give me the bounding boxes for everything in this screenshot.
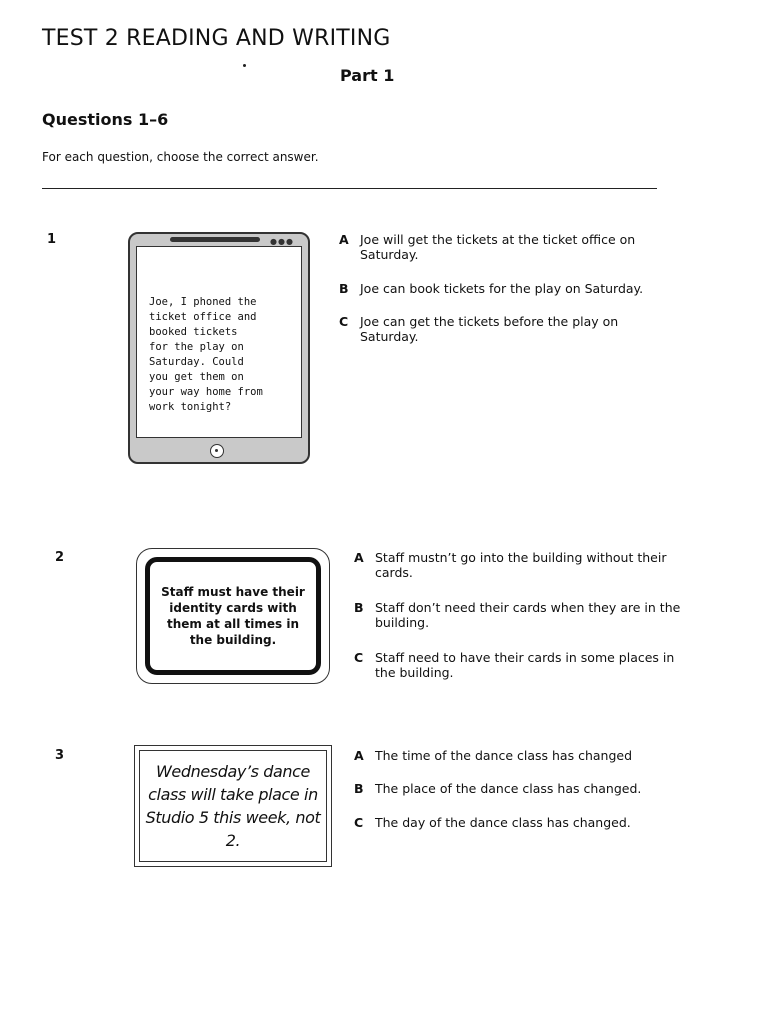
stray-dot <box>243 64 246 67</box>
tablet-illustration <box>128 232 310 464</box>
option-text: Joe will get the tickets at the ticket office on Saturday. <box>360 232 636 262</box>
question-number-1: 1 <box>47 232 57 247</box>
option-letter: C <box>354 650 364 665</box>
option-text: The time of the dance class has changed <box>375 748 633 763</box>
option-letter: C <box>339 314 349 329</box>
option-text: Joe can book tickets for the play on Saturday. <box>360 281 644 296</box>
option-letter: A <box>339 232 349 247</box>
tablet-message: Joe, I phoned the ticket office and booked tickets for the play on Saturday. Could you get them on your way home from work tonight? <box>149 296 263 413</box>
questions-range-heading: Questions 1–6 <box>42 110 169 129</box>
option-text: The day of the dance class has changed. <box>375 815 631 830</box>
identity-card-sign <box>136 548 330 684</box>
option-letter: B <box>354 600 364 615</box>
option-text: The place of the dance class has changed. <box>375 781 642 796</box>
part-heading: Part 1 <box>340 66 395 85</box>
tablet-screen <box>136 246 302 438</box>
option-letter: A <box>354 550 364 565</box>
option-letter: A <box>354 748 364 763</box>
option-letter: C <box>354 815 364 830</box>
option-text: Staff need to have their cards in some places in the building. <box>375 650 675 680</box>
option-text: Joe can get the tickets before the play on Saturday. <box>360 314 619 344</box>
option-text: Staff don’t need their cards when they are in the building. <box>375 600 681 630</box>
tablet-speaker-bar <box>170 237 260 242</box>
tablet-camera-dots-icon: ●●● <box>270 237 294 246</box>
notice-message: Wednesday’s dance class will take place in Studio 5 this week, not 2. <box>145 762 321 850</box>
notice-inner-border <box>139 750 327 862</box>
tablet-home-button-icon <box>210 444 224 458</box>
test-title: TEST 2 READING AND WRITING <box>42 26 391 51</box>
instruction-text: For each question, choose the correct answer. <box>42 150 319 164</box>
question-number-3: 3 <box>55 748 65 763</box>
sign-inner-border <box>145 557 321 675</box>
option-text: Staff mustn’t go into the building without their cards. <box>375 550 667 580</box>
dance-class-notice <box>134 745 332 867</box>
question-number-2: 2 <box>55 550 65 565</box>
option-letter: B <box>354 781 364 796</box>
option-letter: B <box>339 281 349 296</box>
divider-line <box>42 188 657 189</box>
sign-message: Staff must have their identity cards with them at all times in the building. <box>161 585 305 647</box>
